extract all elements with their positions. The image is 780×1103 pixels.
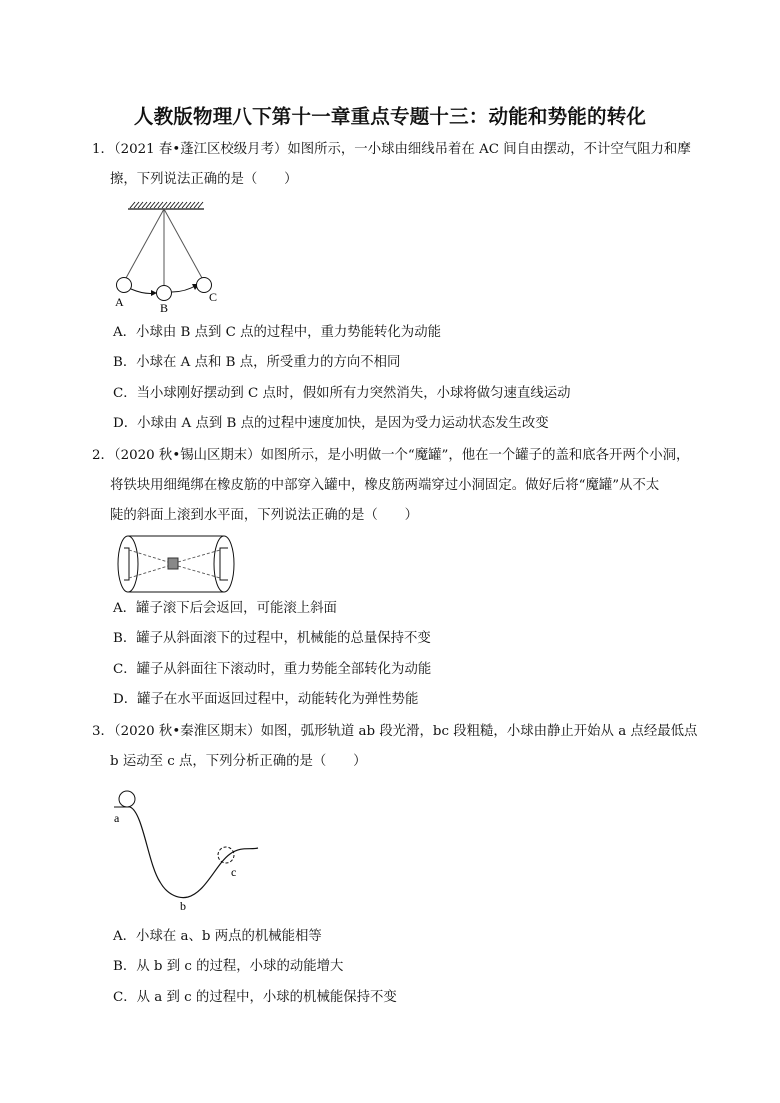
question-1-option-b: B．小球在 A 点和 B 点，所受重力的方向不相同 <box>113 355 401 370</box>
question-1-option-c: C．当小球刚好摆动到 C 点时，假如所有力突然消失，小球将做匀速直线运动 <box>113 386 571 401</box>
arc-track-figure <box>108 784 263 912</box>
page-title: 人教版物理八下第十一章重点专题十三：动能和势能的转化 <box>133 105 647 128</box>
question-1-stem-line-1: 1．（2021 春•蓬江区校级月考）如图所示，一小球由细线吊着在 AC 间自由摆动，不计空气阻力和摩 <box>92 142 691 157</box>
label-a: A <box>115 295 124 309</box>
question-2-option-b: B．罐子从斜面滚下的过程中，机械能的总量保持不变 <box>113 631 431 646</box>
question-2-stem-line-2: 将铁块用细绳绑在橡皮筋的中部穿入罐中，橡皮筋两端穿过小洞固定。做好后将“魔罐”从不太 <box>110 478 660 493</box>
question-2-option-d: D．罐子在水平面返回过程中，动能转化为弹性势能 <box>113 692 419 707</box>
label-a: a <box>114 811 120 825</box>
question-3-option-c: C．从 a 到 c 的过程中，小球的机械能保持不变 <box>113 990 397 1005</box>
label-c: c <box>231 865 237 879</box>
label-c: C <box>209 290 218 304</box>
pendulum-figure <box>105 196 230 316</box>
question-2-option-c: C．罐子从斜面往下滚动时，重力势能全部转化为动能 <box>113 662 432 677</box>
question-3-stem-line-1: 3．（2020 秋•秦淮区期末）如图，弧形轨道 ab 段光滑，bc 段粗糙，小球由静止开始从 a 点经最低点 <box>92 724 698 739</box>
question-1-stem-line-2: 擦，下列说法正确的是（ ） <box>110 172 298 187</box>
question-1-option-a: A．小球由 B 点到 C 点的过程中，重力势能转化为动能 <box>113 325 441 340</box>
question-2-stem-line-1: 2．（2020 秋•锡山区期末）如图所示，是小明做一个“魔罐”，他在一个罐子的盖和底各开两个小洞， <box>92 448 690 463</box>
question-3-option-b: B．从 b 到 c 的过程，小球的动能增大 <box>113 959 344 974</box>
label-b: B <box>160 301 169 315</box>
question-2-stem-line-3: 陡的斜面上滚到水平面，下列说法正确的是（ ） <box>110 508 418 523</box>
question-3-option-a: A．小球在 a、b 两点的机械能相等 <box>113 929 322 944</box>
label-b: b <box>180 899 186 912</box>
question-2-option-a: A．罐子滚下后会返回，可能滚上斜面 <box>113 601 337 616</box>
question-1-option-d: D．小球由 A 点到 B 点的过程中速度加快，是因为受力运动状态发生改变 <box>113 416 549 431</box>
magic-can-figure <box>112 534 242 596</box>
question-3-stem-line-2: b 运动至 c 点，下列分析正确的是（ ） <box>110 754 367 769</box>
